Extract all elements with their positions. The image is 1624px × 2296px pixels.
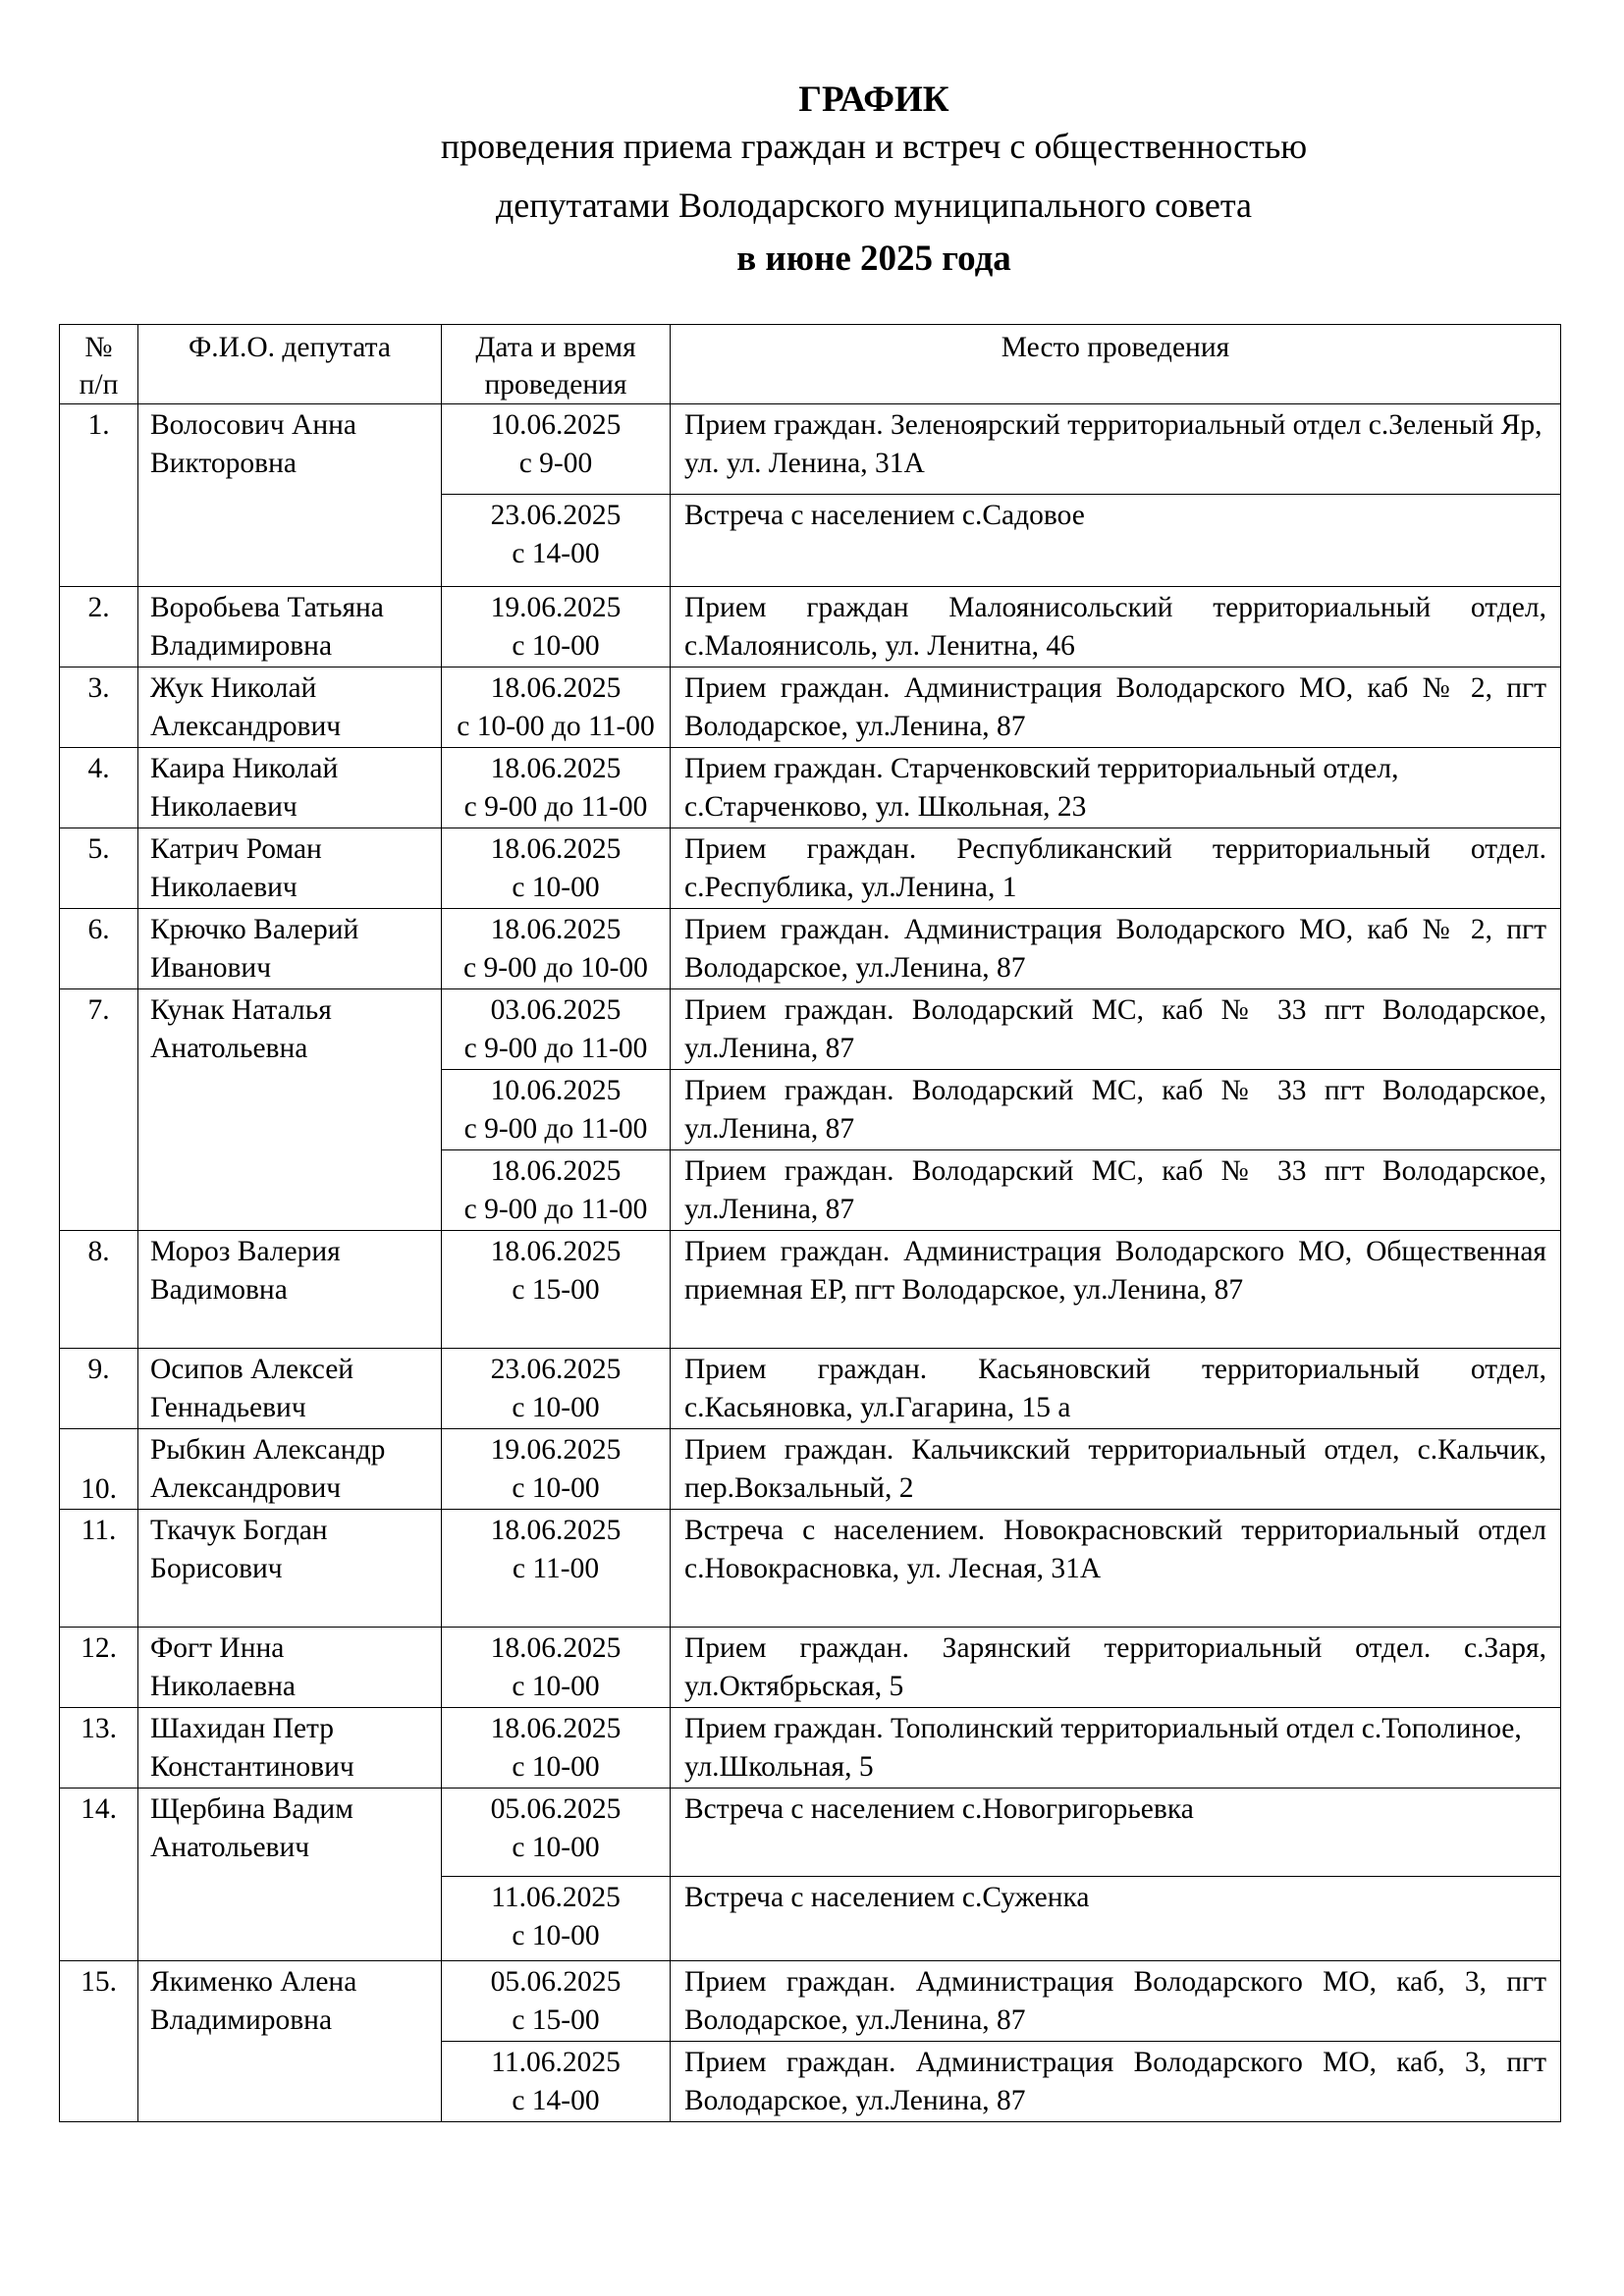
entry-datetime: [442, 828, 671, 909]
entry-datetime: [442, 1429, 671, 1510]
entry-place: Прием граждан. Касьяновский территориальный отдел, с.Касьяновка, ул.Гагарина, 15 а: [671, 1349, 1561, 1429]
table-header-row: [60, 325, 1561, 404]
entry-time: с 10-00: [512, 1472, 600, 1504]
document-subtitle-line2: депутатами Володарского муниципального совета: [495, 186, 1253, 225]
entry-place: Прием граждан. Республиканский территориальный отдел. с.Республика, ул.Ленина, 1: [671, 828, 1561, 909]
deputy-name: Рыбкин Александр Александрович: [138, 1429, 442, 1510]
entry-date: 19.06.2025: [490, 592, 622, 623]
entry-datetime: [442, 404, 671, 495]
table-row: [60, 1429, 1561, 1510]
entry-time: с 10-00 до 11-00: [457, 711, 655, 742]
entry-time: с 14-00: [512, 538, 600, 569]
entry-datetime: [442, 1150, 671, 1231]
entry-place: Встреча с населением с.Суженка: [671, 1877, 1561, 1961]
header-place: Место проведения: [671, 325, 1561, 404]
deputy-number: 5.: [60, 828, 138, 909]
entry-place: Встреча с населением с.Новогригорьевка: [671, 1789, 1561, 1877]
deputy-number: 9.: [60, 1349, 138, 1429]
deputy-name: Якименко Алена Владимировна: [138, 1961, 442, 2122]
table-row: [60, 989, 1561, 1070]
entry-date: 18.06.2025: [490, 1515, 622, 1546]
entry-place: Прием граждан. Кальчикский территориальный отдел, с.Кальчик, пер.Вокзальный, 2: [671, 1429, 1561, 1510]
deputy-name: Щербина Вадим Анатольевич: [138, 1789, 442, 1961]
entry-datetime: [442, 1789, 671, 1877]
entry-datetime: [442, 667, 671, 748]
entry-place: Прием граждан. Володарский МС, каб № 33 пгт Володарское, ул.Ленина, 87: [671, 989, 1561, 1070]
deputy-name: Ткачук Богдан Борисович: [138, 1510, 442, 1628]
deputy-number: 4.: [60, 748, 138, 828]
entry-datetime: [442, 587, 671, 667]
table-row: [60, 1708, 1561, 1789]
table-row: [60, 1349, 1561, 1429]
entry-date: 23.06.2025: [490, 500, 622, 531]
header-num: № п/п: [60, 325, 138, 404]
entry-date: 11.06.2025: [491, 1882, 621, 1913]
entry-time: с 15-00: [512, 1274, 600, 1306]
deputy-name: Жук Николай Александрович: [138, 667, 442, 748]
entry-place: Прием граждан. Администрация Володарского МО, Общественная приемная ЕР, пгт Володарское, ул.Ленина, 87: [671, 1231, 1561, 1349]
entry-time: с 10-00: [512, 1392, 600, 1423]
table-row: [60, 828, 1561, 909]
entry-date: 03.06.2025: [490, 994, 622, 1026]
entry-datetime: [442, 1628, 671, 1708]
deputy-name: Фогт Инна Николаевна: [138, 1628, 442, 1708]
table-row: [60, 587, 1561, 667]
deputy-name: Осипов Алексей Геннадьевич: [138, 1349, 442, 1429]
entry-place: Прием граждан. Володарский МС, каб № 33 пгт Володарское, ул.Ленина, 87: [671, 1150, 1561, 1231]
header-datetime: Дата и время проведения: [442, 325, 671, 404]
entry-time: с 10-00: [512, 1920, 600, 1951]
deputy-name: Мороз Валерия Вадимовна: [138, 1231, 442, 1349]
deputy-number: 11.: [60, 1510, 138, 1628]
entry-date: 10.06.2025: [490, 409, 622, 441]
deputy-name: Воробьева Татьяна Владимировна: [138, 587, 442, 667]
entry-time: с 9-00 до 10-00: [463, 952, 648, 984]
entry-place: Прием граждан. Зарянский территориальный отдел. с.Заря, ул.Октябрьская, 5: [671, 1628, 1561, 1708]
entry-date: 18.06.2025: [490, 753, 622, 784]
entry-place: Встреча с населением. Новокрасновский территориальный отдел с.Новокрасновка, ул. Лесная, 31А: [671, 1510, 1561, 1628]
entry-place: Прием граждан. Администрация Володарского МО, каб, 3, пгт Володарское, ул.Ленина, 87: [671, 1961, 1561, 2042]
entry-place: Встреча с населением с.Садовое: [671, 495, 1561, 587]
entry-time: с 9-00 до 11-00: [463, 1113, 648, 1145]
entry-datetime: [442, 1961, 671, 2042]
deputy-number: 13.: [60, 1708, 138, 1789]
deputy-name: Катрич Роман Николаевич: [138, 828, 442, 909]
entry-date: 18.06.2025: [490, 1236, 622, 1267]
entry-datetime: [442, 495, 671, 587]
entry-date: 18.06.2025: [490, 1632, 622, 1664]
deputy-number: 14.: [60, 1789, 138, 1961]
entry-place: Прием граждан. Старченковский территориальный отдел, с.Старченково, ул. Школьная, 23: [671, 748, 1561, 828]
table-row: [60, 1628, 1561, 1708]
entry-place: Прием граждан Малоянисольский территориальный отдел, с.Малоянисоль, ул. Ленитна, 46: [671, 587, 1561, 667]
entry-date: 10.06.2025: [490, 1075, 622, 1106]
deputy-name: Волосович Анна Викторовна: [138, 404, 442, 587]
entry-time: с 10-00: [512, 630, 600, 662]
document-subtitle-line1: проведения приема граждан и встреч с общественностью: [440, 127, 1308, 166]
document-period: в июне 2025 года: [736, 239, 1011, 279]
entry-date: 18.06.2025: [490, 914, 622, 945]
table-body: [60, 404, 1561, 2122]
entry-place: Прием граждан. Администрация Володарского МО, каб, 3, пгт Володарское, ул.Ленина, 87: [671, 2042, 1561, 2122]
schedule-table: [59, 324, 1561, 2122]
table-row: [60, 1510, 1561, 1628]
deputy-name: Шахидан Петр Константинович: [138, 1708, 442, 1789]
entry-datetime: [442, 1231, 671, 1349]
entry-time: с 10-00: [512, 872, 600, 903]
entry-date: 18.06.2025: [490, 1155, 622, 1187]
table-row: [60, 909, 1561, 989]
entry-time: с 9-00 до 11-00: [463, 1033, 648, 1064]
entry-datetime: [442, 1708, 671, 1789]
entry-time: с 10-00: [512, 1751, 600, 1783]
entry-date: 05.06.2025: [490, 1793, 622, 1825]
deputy-name: Крючко Валерий Иванович: [138, 909, 442, 989]
entry-date: 18.06.2025: [490, 672, 622, 704]
entry-time: с 14-00: [512, 2085, 600, 2116]
deputy-number: 2.: [60, 587, 138, 667]
entry-time: с 10-00: [512, 1832, 600, 1863]
entry-datetime: [442, 909, 671, 989]
deputy-number: 1.: [60, 404, 138, 587]
entry-place: Прием граждан. Тополинский территориальный отдел с.Тополиное, ул.Школьная, 5: [671, 1708, 1561, 1789]
deputy-name: Каира Николай Николаевич: [138, 748, 442, 828]
entry-date: 19.06.2025: [490, 1434, 622, 1466]
table-row: [60, 748, 1561, 828]
entry-datetime: [442, 989, 671, 1070]
entry-datetime: [442, 1510, 671, 1628]
entry-place: Прием граждан. Администрация Володарского МО, каб № 2, пгт Володарское, ул.Ленина, 87: [671, 909, 1561, 989]
entry-place: Прием граждан. Администрация Володарского МО, каб № 2, пгт Володарское, ул.Ленина, 87: [671, 667, 1561, 748]
deputy-name: Кунак Наталья Анатольевна: [138, 989, 442, 1231]
table-row: [60, 404, 1561, 495]
deputy-number: 12.: [60, 1628, 138, 1708]
deputy-number: 6.: [60, 909, 138, 989]
deputy-number: 8.: [60, 1231, 138, 1349]
entry-time: с 9-00 до 11-00: [463, 1194, 648, 1225]
entry-datetime: [442, 1877, 671, 1961]
deputy-number: 10.: [60, 1429, 138, 1510]
entry-place: Прием граждан. Зеленоярский территориальный отдел с.Зеленый Яр, ул. ул. Ленина, 31А: [671, 404, 1561, 495]
entry-datetime: [442, 2042, 671, 2122]
deputy-number: 7.: [60, 989, 138, 1231]
entry-date: 18.06.2025: [490, 833, 622, 865]
table-row: [60, 1961, 1561, 2042]
entry-place: Прием граждан. Володарский МС, каб № 33 пгт Володарское, ул.Ленина, 87: [671, 1070, 1561, 1150]
entry-time: с 11-00: [512, 1553, 600, 1584]
entry-time: с 15-00: [512, 2004, 600, 2036]
table-row: [60, 667, 1561, 748]
entry-time: с 9-00 до 11-00: [463, 791, 648, 823]
document-title: ГРАФИК: [798, 80, 949, 120]
entry-date: 18.06.2025: [490, 1713, 622, 1744]
deputy-number: 3.: [60, 667, 138, 748]
table-row: [60, 1789, 1561, 1877]
header-name: Ф.И.О. депутата: [138, 325, 442, 404]
entry-datetime: [442, 1070, 671, 1150]
entry-datetime: [442, 748, 671, 828]
entry-date: 05.06.2025: [490, 1966, 622, 1998]
table-row: [60, 1231, 1561, 1349]
entry-time: с 9-00: [518, 448, 593, 479]
entry-date: 23.06.2025: [490, 1354, 622, 1385]
deputy-number: 15.: [60, 1961, 138, 2122]
entry-date: 11.06.2025: [491, 2047, 621, 2078]
entry-datetime: [442, 1349, 671, 1429]
entry-time: с 10-00: [512, 1671, 600, 1702]
